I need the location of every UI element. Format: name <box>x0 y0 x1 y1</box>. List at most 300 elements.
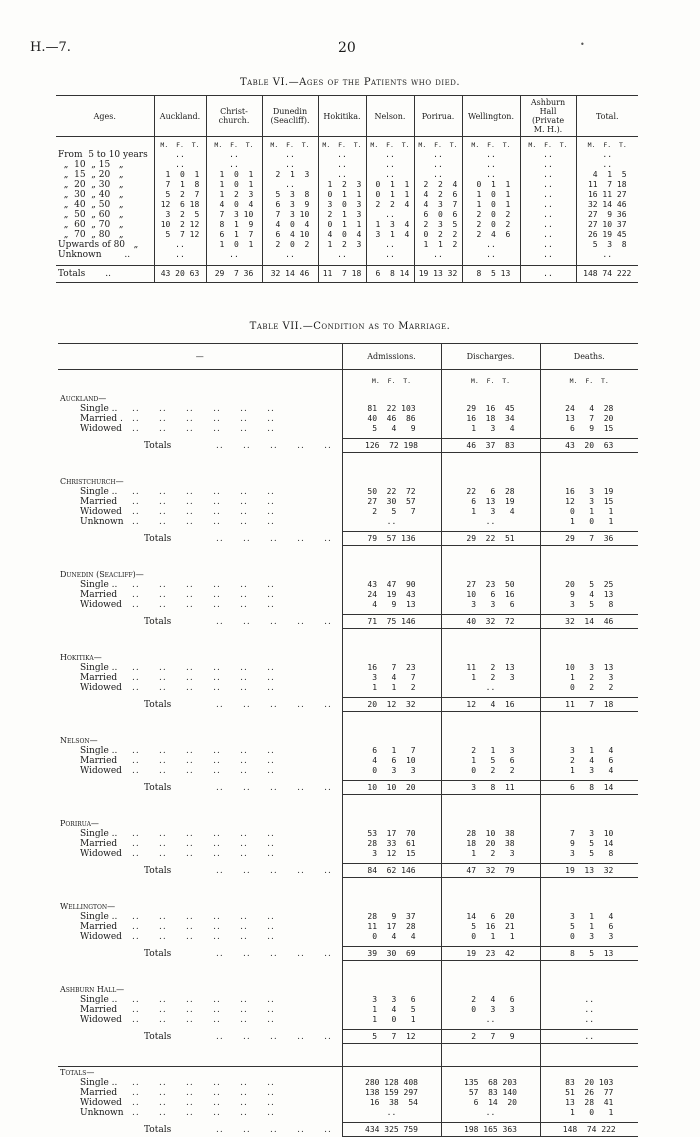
table-row <box>56 220 638 230</box>
table-row <box>58 580 638 590</box>
t6-col-header: Ashburn Hall (Private M. H.). <box>520 96 576 137</box>
t7-total-cell: 19 13 32 <box>540 864 638 878</box>
t6-cell: .. <box>520 180 576 190</box>
t6-cell: .. <box>520 240 576 250</box>
t7-blank <box>342 1060 441 1078</box>
t7-blank <box>441 961 540 977</box>
t7-cell: 10 3 13 <box>540 663 638 673</box>
t6-cell: .. <box>154 240 206 250</box>
t7-cell: 2 1 3 <box>441 746 540 756</box>
t6-cell: 1 0 1 <box>154 170 206 180</box>
t7-blank <box>441 546 540 562</box>
table-row <box>58 922 638 932</box>
condition-label: Single .. <box>80 1077 118 1088</box>
totals-row <box>58 864 638 878</box>
t7-cell: 1 0 1 <box>342 1015 441 1025</box>
t7-total-cell: 198 165 363 <box>441 1123 540 1137</box>
t7-cell: 18 20 38 <box>441 839 540 849</box>
condition-label: Married <box>80 1004 118 1015</box>
t7-total-cell: 126 72 198 <box>342 439 441 453</box>
t6-totals-label: Totals .. <box>56 266 154 283</box>
t7-total-cell: 47 32 79 <box>441 864 540 878</box>
t7-row-label <box>58 1088 342 1098</box>
t6-cell: .. <box>462 160 520 170</box>
t6-cell: .. <box>520 170 576 180</box>
condition-label: Married <box>80 755 118 766</box>
table-row <box>58 746 638 756</box>
t7-cell: 0 1 1 <box>540 507 638 517</box>
t7-cell: 28 33 61 <box>342 839 441 849</box>
leader-dots: .. .. .. .. .. .. <box>132 828 275 839</box>
t6-cell: .. <box>318 250 366 260</box>
table7-title: Table VII.—Condition as to Marriage. <box>249 321 451 332</box>
t7-total-cell: 46 37 83 <box>441 439 540 453</box>
t7-mft-label: M. F. T. <box>342 370 441 386</box>
t6-cell: .. <box>262 160 318 170</box>
table-row <box>56 180 638 190</box>
t7-cell: .. <box>441 1015 540 1025</box>
t7-total-cell: 19 23 42 <box>441 947 540 961</box>
t6-cell: .. <box>520 220 576 230</box>
t7-cell: 27 30 57 <box>342 497 441 507</box>
leader-dots: .. .. .. .. .. .. <box>132 911 275 922</box>
t7-totals-label <box>58 1123 342 1137</box>
t6-cell: .. <box>318 170 366 180</box>
t7-cell: 1 3 4 <box>540 766 638 776</box>
t7-blank <box>58 712 342 728</box>
t7-cell: 5 1 6 <box>540 922 638 932</box>
table-row <box>56 160 638 170</box>
t7-blank <box>342 562 441 580</box>
t7-total-cell: 148 74 222 <box>540 1123 638 1137</box>
t7-total-cell: 84 62 146 <box>342 864 441 878</box>
t7-cell: 6 1 7 <box>342 746 441 756</box>
condition-label: Widowed <box>80 1014 122 1025</box>
totals-label: Totals <box>144 1031 172 1042</box>
t7-cell: 16 38 54 <box>342 1098 441 1108</box>
t7-cell: 24 19 43 <box>342 590 441 600</box>
t7-blank <box>540 894 638 912</box>
condition-label: Widowed <box>80 848 122 859</box>
t7-row-label <box>58 1015 342 1025</box>
leader-dots: .. .. .. .. .. .. <box>132 516 275 527</box>
t6-col-header: Wellington. <box>462 96 520 137</box>
t6-cell: 4 0 4 <box>206 200 262 210</box>
totals-label: Totals <box>144 699 172 710</box>
t7-cell: 1 2 3 <box>540 673 638 683</box>
t7-blank <box>441 453 540 469</box>
t7-row-label <box>58 590 342 600</box>
t7-blank <box>342 894 441 912</box>
leader-dots: .. .. .. .. .. <box>216 440 332 451</box>
t6-cell: 1 0 1 <box>206 170 262 180</box>
t7-blank <box>540 878 638 894</box>
t7-cell: 14 6 20 <box>441 912 540 922</box>
t7-blank <box>342 977 441 995</box>
t7-cell: 2 5 7 <box>342 507 441 517</box>
condition-label: Single .. <box>80 662 118 673</box>
table-row <box>58 766 638 776</box>
t6-cell: .. <box>520 190 576 200</box>
leader-dots: .. .. .. .. .. .. <box>132 589 275 600</box>
t6-cell: 2 2 4 <box>414 180 462 190</box>
t7-cell: 1 3 4 <box>441 424 540 434</box>
t6-total-cell: 43 20 63 <box>154 266 206 283</box>
t6-cell: 3 0 3 <box>318 200 366 210</box>
t7-cell: 13 7 20 <box>540 414 638 424</box>
t6-cell: .. <box>520 200 576 210</box>
t7-row-label <box>58 839 342 849</box>
t7-cell: 27 23 50 <box>441 580 540 590</box>
totals-row <box>58 947 638 961</box>
t7-cell: 5 16 21 <box>441 922 540 932</box>
totals-label: Totals <box>144 948 172 959</box>
table-row <box>56 150 638 160</box>
t7-row-label <box>58 663 342 673</box>
t7-total-cell: 3 8 11 <box>441 781 540 795</box>
print-mark: • <box>580 40 585 49</box>
t6-col-header: Total. <box>576 96 638 137</box>
t7-cell: .. <box>540 1015 638 1025</box>
leader-dots: .. .. .. .. .. .. <box>132 765 275 776</box>
t6-cell: 0 1 1 <box>366 190 414 200</box>
t7-blank <box>441 629 540 645</box>
t6-cell: 32 14 46 <box>576 200 638 210</box>
table6 <box>56 95 638 283</box>
t7-row-label <box>58 517 342 527</box>
t7-blank <box>540 712 638 728</box>
t6-cell: 4 0 4 <box>262 220 318 230</box>
t7-blank <box>441 878 540 894</box>
institution-heading: Dunedin (Seacliff)— <box>60 569 144 579</box>
t7-row-label <box>58 424 342 434</box>
leader-dots: .. .. .. .. .. <box>216 1124 332 1135</box>
t7-cell: 0 2 2 <box>441 766 540 776</box>
t7-cell: 81 22 103 <box>342 404 441 414</box>
t7-blank <box>58 795 342 811</box>
t6-cell: .. <box>576 160 638 170</box>
leader-dots: .. .. .. .. .. .. <box>132 838 275 849</box>
t6-cell: .. <box>366 240 414 250</box>
table-row <box>56 210 638 220</box>
t7-blank <box>342 961 441 977</box>
t7-blank <box>342 546 441 562</box>
t7-cell: 24 4 28 <box>540 404 638 414</box>
t7-cell: 1 0 1 <box>540 1108 638 1118</box>
t7-cell: 28 10 38 <box>441 829 540 839</box>
t7-totals-label <box>58 615 342 629</box>
totals-row <box>58 615 638 629</box>
t7-cell: 1 4 5 <box>342 1005 441 1015</box>
t6-cell: .. <box>520 160 576 170</box>
t7-row-label <box>58 995 342 1005</box>
t6-cell: .. <box>576 250 638 260</box>
t7-cell: 1 2 3 <box>441 849 540 859</box>
t7-blank <box>342 629 441 645</box>
t7-cell: 29 16 45 <box>441 404 540 414</box>
t7-blank <box>58 878 342 894</box>
t7-row-label <box>58 673 342 683</box>
t7-blank <box>441 977 540 995</box>
t6-age-label: „ 70 „ 80 „ <box>58 229 124 240</box>
t6-cell: 6 3 9 <box>262 200 318 210</box>
t6-cell: .. <box>462 150 520 160</box>
t7-row-label <box>58 922 342 932</box>
t7-total-cell: 29 7 36 <box>540 532 638 546</box>
t7-col-header: Admissions. <box>342 344 441 370</box>
t7-cell: 1 0 1 <box>540 517 638 527</box>
t6-col-header: Auckland. <box>154 96 206 137</box>
t6-col-header: Christ- church. <box>206 96 262 137</box>
totals-row <box>58 1123 638 1137</box>
condition-label: Married <box>80 589 118 600</box>
t7-cell: 7 3 10 <box>540 829 638 839</box>
condition-label: Widowed <box>80 1097 122 1108</box>
bottom-rule <box>58 1066 638 1067</box>
t7-total-cell: 5 7 12 <box>342 1030 441 1044</box>
t7-cell: 16 3 19 <box>540 487 638 497</box>
t7-total-cell: .. <box>540 1030 638 1044</box>
leader-dots: .. .. .. .. .. .. <box>132 1107 275 1118</box>
t6-cell: .. <box>366 170 414 180</box>
t6-col-header: Porirua. <box>414 96 462 137</box>
leader-dots: .. .. .. .. .. .. <box>132 506 275 517</box>
table-row <box>58 756 638 766</box>
t6-cell: 1 0 1 <box>462 190 520 200</box>
t6-cell: 2 2 4 <box>366 200 414 210</box>
t6-mft-label: M. F. T. <box>576 137 638 150</box>
leader-dots: .. .. .. .. .. .. <box>132 1014 275 1025</box>
t7-col-header: Deaths. <box>540 344 638 370</box>
t6-cell: 26 19 45 <box>576 230 638 240</box>
t7-total-cell: 20 12 32 <box>342 698 441 712</box>
institution-heading: Totals— <box>60 1067 95 1077</box>
t7-total-cell: 71 75 146 <box>342 615 441 629</box>
t7-total-cell: 29 22 51 <box>441 532 540 546</box>
t6-total-cell: 29 7 36 <box>206 266 262 283</box>
t6-cell: .. <box>366 160 414 170</box>
table7 <box>58 343 638 1137</box>
t6-cell: 12 6 18 <box>154 200 206 210</box>
t7-cell: 11 2 13 <box>441 663 540 673</box>
t7-cell: 43 47 90 <box>342 580 441 590</box>
t6-cell: 1 2 3 <box>318 180 366 190</box>
t7-col-header: — <box>58 344 342 370</box>
t7-cell: 3 5 8 <box>540 849 638 859</box>
t6-col-header: Ages. <box>56 96 154 137</box>
table-row <box>58 424 638 434</box>
t6-cell: 1 2 3 <box>206 190 262 200</box>
t7-cell: 5 4 9 <box>342 424 441 434</box>
t6-mft-label: M. F. T. <box>520 137 576 150</box>
totals-label: Totals <box>144 440 172 451</box>
table-row <box>58 673 638 683</box>
t7-total-cell: 434 325 759 <box>342 1123 441 1137</box>
table-row <box>58 1108 638 1118</box>
t7-cell: 0 3 3 <box>441 1005 540 1015</box>
t7-blank <box>540 546 638 562</box>
t7-blank <box>441 1044 540 1060</box>
table-row <box>58 404 638 414</box>
t7-cell: 2 4 6 <box>441 995 540 1005</box>
table-row <box>58 507 638 517</box>
t6-cell: .. <box>520 250 576 260</box>
t6-cell: 0 2 2 <box>414 230 462 240</box>
t7-blank <box>58 629 342 645</box>
t6-cell: 7 1 8 <box>154 180 206 190</box>
t7-cell: .. <box>441 517 540 527</box>
t6-cell: .. <box>366 210 414 220</box>
t6-cell: .. <box>262 150 318 160</box>
t7-cell: 40 46 86 <box>342 414 441 424</box>
t7-blank <box>441 795 540 811</box>
leader-dots: .. .. .. .. .. <box>216 1031 332 1042</box>
t7-cell: 4 6 10 <box>342 756 441 766</box>
totals-label: Totals <box>144 865 172 876</box>
t7-blank <box>441 562 540 580</box>
t6-age-cell <box>56 137 154 150</box>
t6-cell: 2 3 5 <box>414 220 462 230</box>
t7-cell: 2 4 6 <box>540 756 638 766</box>
t6-cell: 4 1 5 <box>576 170 638 180</box>
t7-cell: 6 9 15 <box>540 424 638 434</box>
t7-col-header: Discharges. <box>441 344 540 370</box>
t7-blank <box>540 645 638 663</box>
t7-row-label <box>58 487 342 497</box>
t7-blank <box>342 795 441 811</box>
t6-cell: 4 3 7 <box>414 200 462 210</box>
table-row <box>58 849 638 859</box>
t7-blank <box>58 453 342 469</box>
condition-label: Widowed <box>80 423 122 434</box>
leader-dots: .. .. .. .. .. .. <box>132 1087 275 1098</box>
table-row <box>56 250 638 260</box>
leader-dots: .. .. .. .. .. .. <box>132 579 275 590</box>
leader-dots: .. .. .. .. .. <box>216 948 332 959</box>
t6-mft-label: M. F. T. <box>262 137 318 150</box>
condition-label: Single .. <box>80 828 118 839</box>
totals-label: Totals <box>144 1124 172 1135</box>
leader-dots: .. .. .. .. .. <box>216 616 332 627</box>
table-row <box>56 190 638 200</box>
t6-cell: 0 1 1 <box>318 190 366 200</box>
t7-blank <box>540 469 638 487</box>
t6-cell: .. <box>462 250 520 260</box>
table-row <box>58 1005 638 1015</box>
t6-mft-label: M. F. T. <box>414 137 462 150</box>
t6-cell: 27 9 36 <box>576 210 638 220</box>
t7-cell: 11 17 28 <box>342 922 441 932</box>
t7-blank <box>441 469 540 487</box>
t7-blank <box>540 562 638 580</box>
t7-blank <box>58 370 342 386</box>
t6-age-label: „ 20 „ 30 „ <box>58 179 124 190</box>
totals-label: Totals <box>144 616 172 627</box>
t6-cell: .. <box>206 150 262 160</box>
leader-dots: .. .. .. .. .. <box>216 782 332 793</box>
t7-cell: 1 3 4 <box>441 507 540 517</box>
t7-cell: 1 2 3 <box>441 673 540 683</box>
leader-dots: .. .. .. .. .. .. <box>132 662 275 673</box>
leader-dots: .. .. .. .. .. <box>216 533 332 544</box>
t7-cell: 9 5 14 <box>540 839 638 849</box>
leader-dots: .. .. .. .. .. .. <box>132 1004 275 1015</box>
t7-blank <box>342 469 441 487</box>
t7-cell: 0 2 2 <box>540 683 638 693</box>
t7-blank <box>441 645 540 663</box>
totals-row <box>58 1030 638 1044</box>
condition-label: Married . <box>80 413 123 424</box>
t6-cell: .. <box>366 250 414 260</box>
condition-label: Single .. <box>80 403 118 414</box>
leader-dots: .. .. .. .. .. .. <box>132 486 275 497</box>
t6-cell: 3 1 4 <box>366 230 414 240</box>
leader-dots: .. .. .. .. .. .. <box>132 994 275 1005</box>
table-row <box>58 497 638 507</box>
t7-blank <box>540 629 638 645</box>
condition-label: Single .. <box>80 486 118 497</box>
t6-cell: .. <box>206 160 262 170</box>
t6-age-label: Unknown .. <box>58 249 131 260</box>
t7-cell: 13 28 41 <box>540 1098 638 1108</box>
t7-cell: .. <box>441 683 540 693</box>
t7-blank <box>58 1044 342 1060</box>
t6-total-cell: 19 13 32 <box>414 266 462 283</box>
table-row <box>58 1015 638 1025</box>
t6-cell: .. <box>154 150 206 160</box>
t6-cell: .. <box>318 160 366 170</box>
t6-cell: .. <box>414 150 462 160</box>
t6-cell: 27 10 37 <box>576 220 638 230</box>
t7-row-label <box>58 414 342 424</box>
t7-cell: 3 1 4 <box>540 912 638 922</box>
t6-cell: .. <box>520 230 576 240</box>
t6-total-cell: 148 74 222 <box>576 266 638 283</box>
institution-heading: Nelson— <box>60 735 98 745</box>
t6-cell: .. <box>462 240 520 250</box>
t6-cell: 1 3 4 <box>366 220 414 230</box>
t7-cell: .. <box>540 1005 638 1015</box>
t6-total-cell: 11 7 18 <box>318 266 366 283</box>
t6-mft-label: M. F. T. <box>318 137 366 150</box>
t7-row-label <box>58 912 342 922</box>
leader-dots: .. .. .. .. .. .. <box>132 413 275 424</box>
t6-cell: 0 1 1 <box>318 220 366 230</box>
t7-totals-label <box>58 1030 342 1044</box>
t7-total-cell: 2 7 9 <box>441 1030 540 1044</box>
t7-blank <box>540 795 638 811</box>
t7-totals-label <box>58 781 342 795</box>
condition-label: Widowed <box>80 931 122 942</box>
table-row <box>58 683 638 693</box>
t6-cell: .. <box>262 250 318 260</box>
leader-dots: .. .. .. .. .. <box>216 699 332 710</box>
t7-cell: 6 13 19 <box>441 497 540 507</box>
t7-cell: 0 3 3 <box>540 932 638 942</box>
t6-age-label: From 5 to 10 years <box>58 149 148 160</box>
t7-row-label <box>58 683 342 693</box>
t7-blank <box>540 453 638 469</box>
t6-cell: 10 2 12 <box>154 220 206 230</box>
t7-totals-label <box>58 864 342 878</box>
leader-dots: .. .. .. .. .. .. <box>132 745 275 756</box>
t6-cell: 2 1 3 <box>262 170 318 180</box>
t7-cell: 1 5 6 <box>441 756 540 766</box>
institution-heading: Christchurch— <box>60 476 124 486</box>
table-row <box>58 1098 638 1108</box>
t6-cell: .. <box>154 250 206 260</box>
t6-cell: 0 1 1 <box>366 180 414 190</box>
